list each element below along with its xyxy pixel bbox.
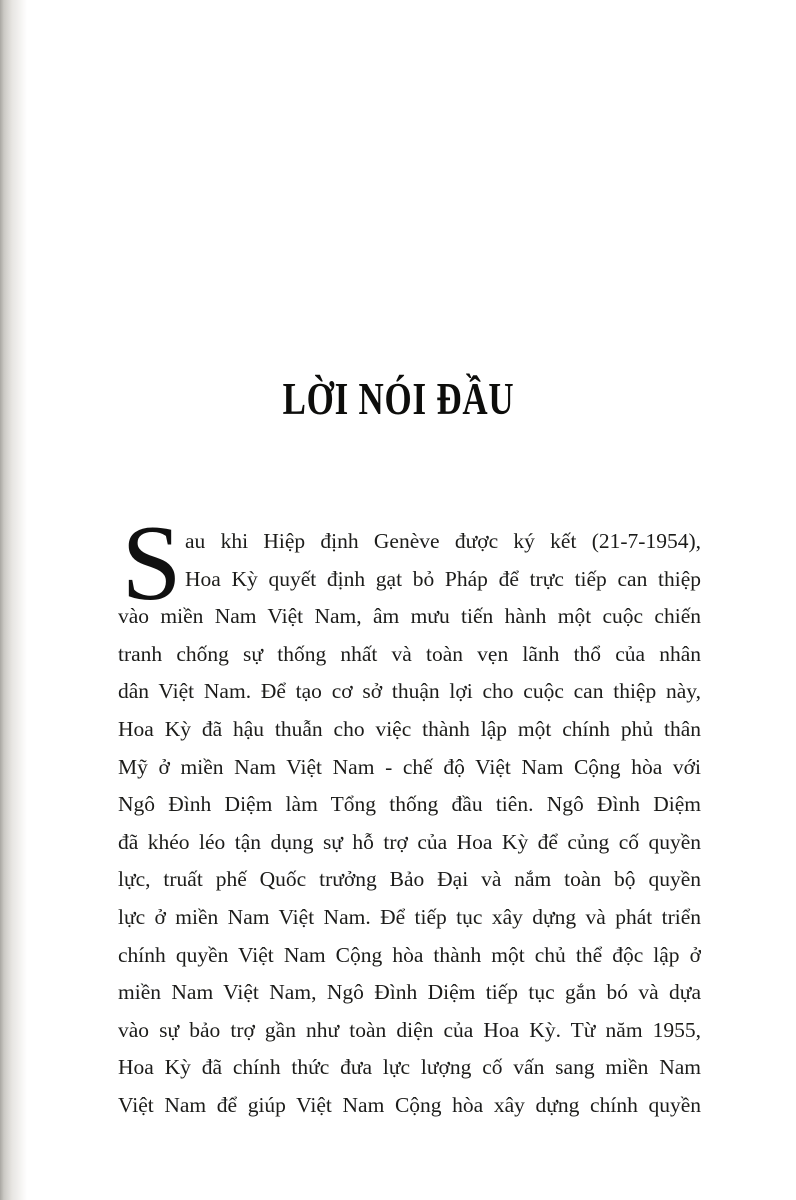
text-line: Việt Nam để giúp Việt Nam Cộng hòa xây dựng chính quyền: [118, 1092, 701, 1117]
text-line: đã khéo léo tận dụng sự hỗ trợ của Hoa Kỳ để củng cố quyền: [118, 829, 701, 854]
text-line: tranh chống sự thống nhất và toàn vẹn lãnh thổ của nhân: [118, 641, 701, 666]
text-line: Hoa Kỳ đã chính thức đưa lực lượng cố vấn sang miền Nam: [118, 1055, 701, 1080]
text-line: chính quyền Việt Nam Cộng hòa thành một chủ thể độc lập ở: [118, 942, 701, 967]
text-line: au khi Hiệp định Genève được ký kết (21-7-1954),: [185, 529, 701, 553]
text-line: vào sự bảo trợ gần như toàn diện của Hoa Kỳ. Từ năm 1955,: [118, 1017, 701, 1042]
text-line: lực, truất phế Quốc trưởng Bảo Đại và nắm toàn bộ quyền: [118, 867, 701, 892]
text-line: dân Việt Nam. Để tạo cơ sở thuận lợi cho cuộc can thiệp này,: [118, 679, 701, 704]
text-line: Hoa Kỳ quyết định gạt bỏ Pháp để trực tiếp can thiệp: [185, 566, 701, 591]
drop-cap: S: [121, 504, 182, 623]
body-paragraph: [118, 504, 701, 1125]
binding-shadow: [0, 0, 30, 1200]
text-line: Mỹ ở miền Nam Việt Nam - chế độ Việt Nam Cộng hòa với: [118, 754, 701, 779]
text-line: lực ở miền Nam Việt Nam. Để tiếp tục xây dựng và phát triển: [118, 904, 701, 929]
text-line: miền Nam Việt Nam, Ngô Đình Diệm tiếp tục gắn bó và dựa: [118, 980, 701, 1005]
text-line: Hoa Kỳ đã hậu thuẫn cho việc thành lập một chính phủ thân: [118, 716, 701, 741]
page-title: [0, 370, 796, 428]
page-title-text: LỜI NÓI ĐẦU: [282, 372, 514, 424]
text-line: vào miền Nam Việt Nam, âm mưu tiến hành một cuộc chiến: [118, 604, 701, 629]
text-line: Ngô Đình Diệm làm Tổng thống đầu tiên. Ngô Đình Diệm: [118, 792, 701, 817]
